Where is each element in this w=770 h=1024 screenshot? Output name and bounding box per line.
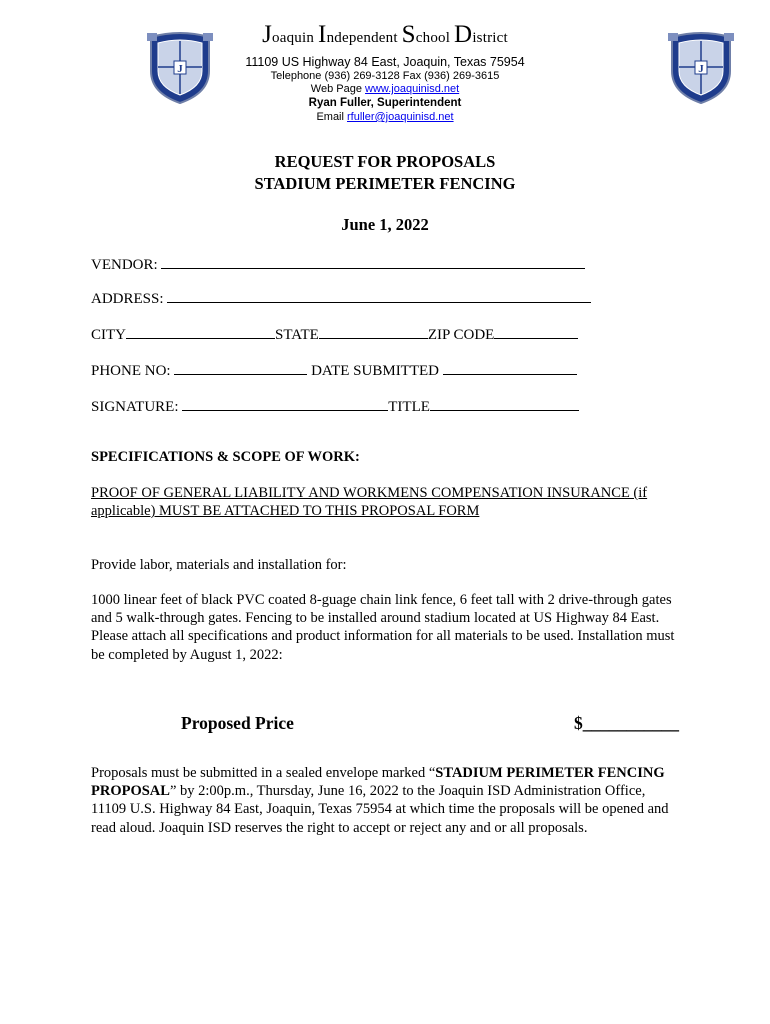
provide-text: Provide labor, materials and installation for: bbox=[91, 557, 347, 573]
seal-letter-left: J bbox=[177, 63, 183, 75]
vendor-row bbox=[91, 254, 585, 274]
title-label: TITLE bbox=[388, 399, 430, 415]
date-submitted-field[interactable] bbox=[443, 360, 577, 375]
submission-instructions bbox=[91, 764, 681, 837]
zip-label: ZIP CODE bbox=[427, 327, 495, 343]
specs-heading: SPECIFICATIONS & SCOPE OF WORK: bbox=[91, 449, 360, 465]
title-field[interactable] bbox=[430, 396, 579, 411]
zip-field[interactable] bbox=[494, 324, 578, 339]
address-field[interactable] bbox=[167, 288, 591, 303]
scope-text: 1000 linear feet of black PVC coated 8-guage chain link fence, 6 feet tall with 2 drive-through gates and 5 walk-through gates. Fencing to be installed around stadium located at US Highway 84 East. Please attach all specifications and product information for all materials to be used. Installation must be completed by August 1, 2022: bbox=[91, 592, 675, 663]
district-cap-s: S bbox=[401, 21, 416, 48]
address-label: ADDRESS: bbox=[91, 291, 164, 307]
signature-title-row bbox=[91, 396, 579, 416]
district-address: 11109 US Highway 84 East, Joaquin, Texas 75954 bbox=[245, 55, 525, 69]
web-link[interactable]: www.joaquinisd.net bbox=[365, 83, 460, 95]
document-date: June 1, 2022 bbox=[341, 215, 429, 234]
city-state-zip-row bbox=[91, 324, 578, 344]
date-submitted-label: DATE SUBMITTED bbox=[311, 363, 440, 379]
district-web bbox=[0, 83, 770, 95]
city-label: CITY bbox=[91, 327, 126, 343]
phone-field[interactable] bbox=[174, 360, 307, 375]
submission-text-1: Proposals must be submitted in a sealed envelope marked “ bbox=[91, 765, 436, 781]
signature-field[interactable] bbox=[182, 396, 388, 411]
district-seal-right bbox=[666, 31, 736, 105]
vendor-label: VENDOR: bbox=[91, 257, 158, 273]
district-phone-fax: Telephone (936) 269-3128 Fax (936) 269-3615 bbox=[270, 70, 500, 82]
district-cap-i: I bbox=[318, 21, 327, 48]
state-field[interactable] bbox=[319, 324, 428, 339]
document-title-line2: STADIUM PERIMETER FENCING bbox=[254, 174, 516, 193]
proposed-price-field[interactable]: $___________ bbox=[574, 713, 679, 733]
document-title-line1: REQUEST FOR PROPOSALS bbox=[274, 152, 496, 171]
vendor-field[interactable] bbox=[161, 254, 585, 269]
proposed-price-label: Proposed Price bbox=[181, 713, 294, 733]
signature-label: SIGNATURE: bbox=[91, 399, 179, 415]
seal-letter-right: J bbox=[698, 63, 704, 75]
phone-label: PHONE NO: bbox=[91, 363, 171, 379]
phone-date-row bbox=[91, 360, 577, 380]
district-email bbox=[0, 111, 770, 123]
district-word-district: istrict bbox=[472, 30, 508, 46]
district-word-joaquin: oaquin bbox=[272, 30, 319, 46]
city-field[interactable] bbox=[126, 324, 275, 339]
superintendent: Ryan Fuller, Superintendent bbox=[308, 97, 462, 109]
submission-envelope-label: STADIUM PERIMETER FENCING PROPOSAL bbox=[91, 765, 665, 800]
district-seal-left bbox=[145, 31, 215, 105]
district-cap-d: D bbox=[454, 21, 473, 48]
web-label: Web Page bbox=[310, 83, 366, 95]
email-link[interactable]: rfuller@joaquinisd.net bbox=[347, 111, 454, 123]
email-label: Email bbox=[316, 111, 347, 123]
address-row bbox=[91, 288, 591, 308]
state-label: STATE bbox=[275, 327, 319, 343]
submission-text-2: ” by 2:00p.m., Thursday, June 16, 2022 to the Joaquin ISD Administration Office, 11109 U.S. Highway 84 East, Joaquin, Texas 75954 at which time the proposals will be opened and read aloud. Joaquin ISD reserves the right to accept or reject any and or all proposals. bbox=[91, 783, 669, 836]
district-cap-j: J bbox=[262, 21, 273, 48]
district-word-school: chool bbox=[415, 30, 455, 46]
district-word-independent: ndependent bbox=[326, 30, 402, 46]
district-name bbox=[0, 22, 770, 47]
insurance-notice: PROOF OF GENERAL LIABILITY AND WORKMENS COMPENSATION INSURANCE (if applicable) MUST BE ATTACHED TO THIS PROPOSAL FORM bbox=[91, 485, 648, 519]
